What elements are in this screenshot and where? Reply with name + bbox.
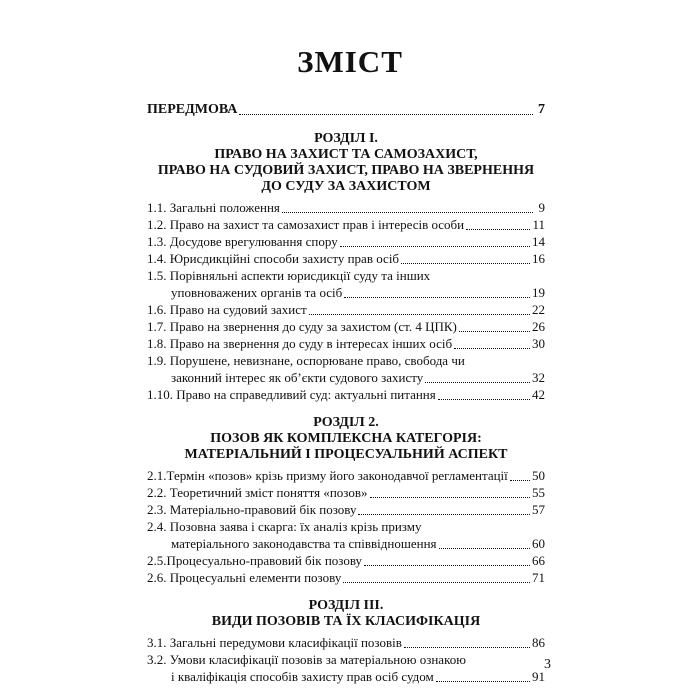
dot-leader xyxy=(340,245,530,247)
dot-leader xyxy=(425,381,530,383)
dot-leader xyxy=(510,479,530,481)
dot-leader xyxy=(459,330,530,332)
dot-leader xyxy=(344,296,530,298)
toc-entry-page: 86 xyxy=(532,635,545,650)
toc-entry-title: матеріального законодавства та співвідношення xyxy=(171,536,437,551)
dot-leader xyxy=(370,496,531,498)
section-heading xyxy=(147,131,545,195)
toc-entry xyxy=(147,386,545,403)
toc-entry-page: 66 xyxy=(532,553,545,568)
dot-leader xyxy=(404,646,530,648)
dot-leader xyxy=(364,564,530,566)
toc-entry xyxy=(147,552,545,569)
toc-entry-page: 32 xyxy=(532,370,545,385)
dot-leader xyxy=(309,313,530,315)
dot-leader xyxy=(401,262,530,264)
section-label: РОЗДІЛ 2. xyxy=(313,415,379,430)
toc-entry-line: 1.9. Порушене, невизнане, оспорюване право, свобода чи xyxy=(147,353,465,368)
section-heading xyxy=(147,598,545,630)
preface-label: ПЕРЕДМОВА xyxy=(147,102,238,117)
dot-leader xyxy=(358,513,530,515)
section-label: РОЗДІЛ І. xyxy=(314,131,378,146)
section-title-line: ПРАВО НА ЗАХИСТ ТА САМОЗАХИСТ, xyxy=(214,147,478,162)
preface-entry xyxy=(147,101,545,118)
toc-entry xyxy=(147,335,545,352)
dot-leader xyxy=(239,113,533,115)
toc-entry-title: законний інтерес як об’єкти судового захисту xyxy=(171,370,424,385)
toc-entry xyxy=(147,535,545,552)
toc-entry xyxy=(147,467,545,484)
toc-entry-page: 57 xyxy=(532,502,545,517)
toc-entry-page: 91 xyxy=(532,669,545,684)
section-title-line: МАТЕРІАЛЬНИЙ І ПРОЦЕСУАЛЬНИЙ АСПЕКТ xyxy=(184,447,508,462)
toc-entry-page: 14 xyxy=(532,234,545,249)
dot-leader xyxy=(439,547,530,549)
toc-entry-page: 19 xyxy=(532,285,545,300)
section-title-line: ДО СУДУ ЗА ЗАХИСТОМ xyxy=(261,179,431,194)
toc-entry-title: і кваліфікація способів захисту прав осіб судом xyxy=(171,669,434,684)
toc-entry-title: уповноважених органів та осіб xyxy=(171,285,343,300)
toc-entry xyxy=(147,216,545,233)
toc-entry-title: 2.1.Термін «позов» крізь призму його законодавчої регламентації xyxy=(147,468,508,483)
toc-entry-title: 2.2. Теоретичний зміст поняття «позов» xyxy=(147,485,368,500)
toc-entry-title: 1.8. Право на звернення до суду в інтересах інших осіб xyxy=(147,336,453,351)
section-heading xyxy=(147,415,545,463)
toc-entry-line: 1.5. Порівняльні аспекти юрисдикції суду та інших xyxy=(147,268,431,283)
toc-entry-line: 3.2. Умови класифікації позовів за матеріальною ознакою xyxy=(147,652,466,667)
section-title-line: ПОЗОВ ЯК КОМПЛЕКСНА КАТЕГОРІЯ: xyxy=(210,431,482,446)
toc-entry-page: 55 xyxy=(532,485,545,500)
toc-entry-title: 2.6. Процесуальні елементи позову xyxy=(147,570,342,585)
section-title-line: ВИДИ ПОЗОВІВ ТА ЇХ КЛАСИФІКАЦІЯ xyxy=(211,614,481,629)
toc-entry-page: 60 xyxy=(532,536,545,551)
toc-entry-title: 1.4. Юрисдикційні способи захисту прав осіб xyxy=(147,251,400,266)
toc-entry-title: 3.1. Загальні передумови класифікації позовів xyxy=(147,635,402,650)
sections xyxy=(147,131,545,685)
toc-entry-page: 50 xyxy=(532,468,545,483)
toc-entry-title: 1.6. Право на судовий захист xyxy=(147,302,307,317)
toc-entry-page: 9 xyxy=(538,200,545,215)
toc-entry xyxy=(147,501,545,518)
dot-leader xyxy=(438,398,530,400)
dot-leader xyxy=(454,347,530,349)
toc-entry-line: 2.4. Позовна заява і скарга: їх аналіз крізь призму xyxy=(147,519,422,534)
page-number: 3 xyxy=(544,657,551,672)
toc-entry-title: 2.3. Матеріально-правовий бік позову xyxy=(147,502,357,517)
dot-leader xyxy=(343,581,530,583)
toc-entry-title: 1.2. Право на захист та самозахист прав і інтересів особи xyxy=(147,217,465,232)
section-title-line: ПРАВО НА СУДОВИЙ ЗАХИСТ, ПРАВО НА ЗВЕРНЕННЯ xyxy=(157,163,535,178)
toc-entry-page: 71 xyxy=(532,570,545,585)
toc-entry-page: 16 xyxy=(532,251,545,266)
dot-leader xyxy=(282,211,533,213)
toc-entry-title: 1.10. Право на справедливий суд: актуальні питання xyxy=(147,387,436,402)
toc-entry xyxy=(147,668,545,685)
toc-entry xyxy=(147,569,545,586)
page-title: ЗМІСТ xyxy=(297,44,403,79)
table-of-contents xyxy=(147,101,545,685)
toc-entry xyxy=(147,233,545,250)
preface-page: 7 xyxy=(538,102,545,117)
dot-leader xyxy=(436,680,530,682)
section-label: РОЗДІЛ ІІІ. xyxy=(308,598,384,613)
toc-entry xyxy=(147,250,545,267)
toc-entry xyxy=(147,369,545,386)
toc-entry xyxy=(147,634,545,651)
toc-entry xyxy=(147,301,545,318)
toc-entry-page: 42 xyxy=(532,387,545,402)
toc-entry xyxy=(147,284,545,301)
toc-entry-page: 22 xyxy=(532,302,545,317)
toc-entry-page: 30 xyxy=(532,336,545,351)
toc-entry-title: 2.5.Процесуально-правовий бік позову xyxy=(147,553,363,568)
toc-entry-page: 26 xyxy=(532,319,545,334)
toc-entry-title: 1.3. Досудове врегулювання спору xyxy=(147,234,338,249)
toc-entry-title: 1.7. Право на звернення до суду за захистом (ст. 4 ЦПК) xyxy=(147,319,457,334)
dot-leader xyxy=(466,228,530,230)
toc-entry-page: 11 xyxy=(532,217,545,232)
toc-entry xyxy=(147,199,545,216)
toc-entry-title: 1.1. Загальні положення xyxy=(147,200,280,215)
toc-entry xyxy=(147,484,545,501)
toc-entry xyxy=(147,318,545,335)
